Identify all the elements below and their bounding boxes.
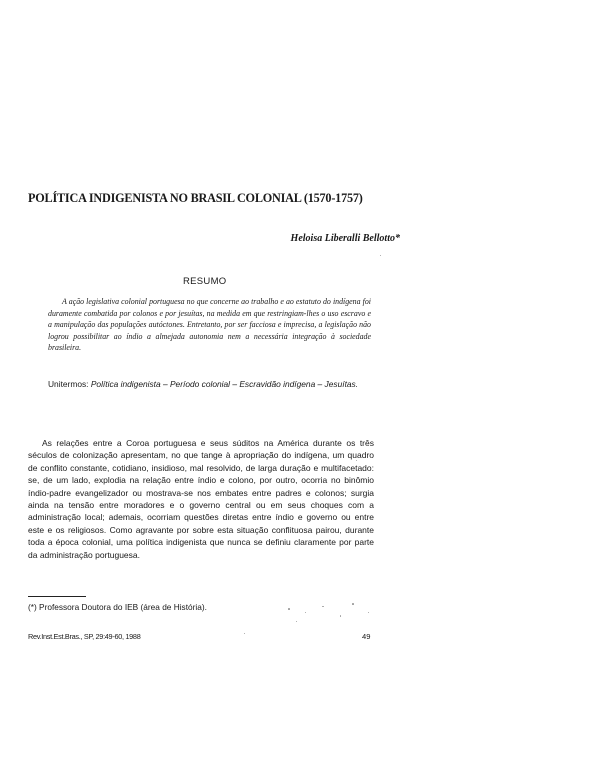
- footnote-divider: [28, 596, 86, 597]
- journal-reference: Rev.Inst.Est.Bras., SP, 29:49-60, 1988: [28, 632, 141, 641]
- scan-speck: [296, 621, 297, 622]
- scan-speck: [322, 606, 324, 607]
- scan-speck: [380, 255, 381, 256]
- keywords-label: Unitermos:: [48, 379, 89, 389]
- body-paragraph: As relações entre a Coroa portuguesa e seus súditos na América durante os três séculos de colonização apresentam, no que tange à apropriação do indígena, um quadro de conflito constante, cotidiano, insidioso, mal resolvido, de larga duração e multifacetado: se, de um lado, explodia na relação entre índio e colono, por outro, ocorria no binômio índio-padre evangelizador ou mostrava-se nos embates entre padres e colonos; surgia ainda na tensão entre moradores e o governo central ou em seus choques com a administração local; ademais, ocorriam questões diretas entre índio e governo ou entre este e os religiosos. Como agravante por sobre esta situação conflituosa pairou, durante toda a época colonial, uma política indigenista que nunca se definiu claramente por parte da administração portuguesa.: [28, 438, 374, 560]
- scan-speck: [340, 615, 341, 617]
- abstract-text: A ação legislativa colonial portuguesa no que concerne ao trabalho e ao estatuto do indígena foi duramente combatida por colonos e por jesuítas, na medida em que restringiam-lhes o uso escravo e a manipulação das populações autóctones. Entretanto, por ser facciosa e imprecisa, a legislação não logrou possibilitar ao índio a almejada autonomia nem a necessária integração à sociedade brasileira.: [48, 297, 371, 353]
- keywords-terms: Política indigenista – Período colonial – Escravidão indígena – Jesuítas.: [90, 379, 359, 389]
- page-number: 49: [362, 632, 371, 641]
- abstract-block: [48, 296, 371, 354]
- article-author: Heloisa Liberalli Bellotto*: [290, 233, 400, 244]
- article-title: POLÍTICA INDIGENISTA NO BRASIL COLONIAL (1570-1757): [28, 191, 363, 205]
- scan-speck: [305, 612, 306, 613]
- footnote: (*) Professora Doutora do IEB (área de História).: [28, 602, 207, 612]
- scan-speck: [356, 460, 357, 461]
- abstract-heading: RESUMO: [183, 276, 227, 287]
- scan-speck: [352, 603, 354, 605]
- scan-speck: [368, 612, 369, 613]
- scan-speck: [244, 633, 245, 634]
- scan-speck: [288, 608, 290, 610]
- keywords-block: [48, 379, 374, 390]
- body-text: [28, 437, 374, 561]
